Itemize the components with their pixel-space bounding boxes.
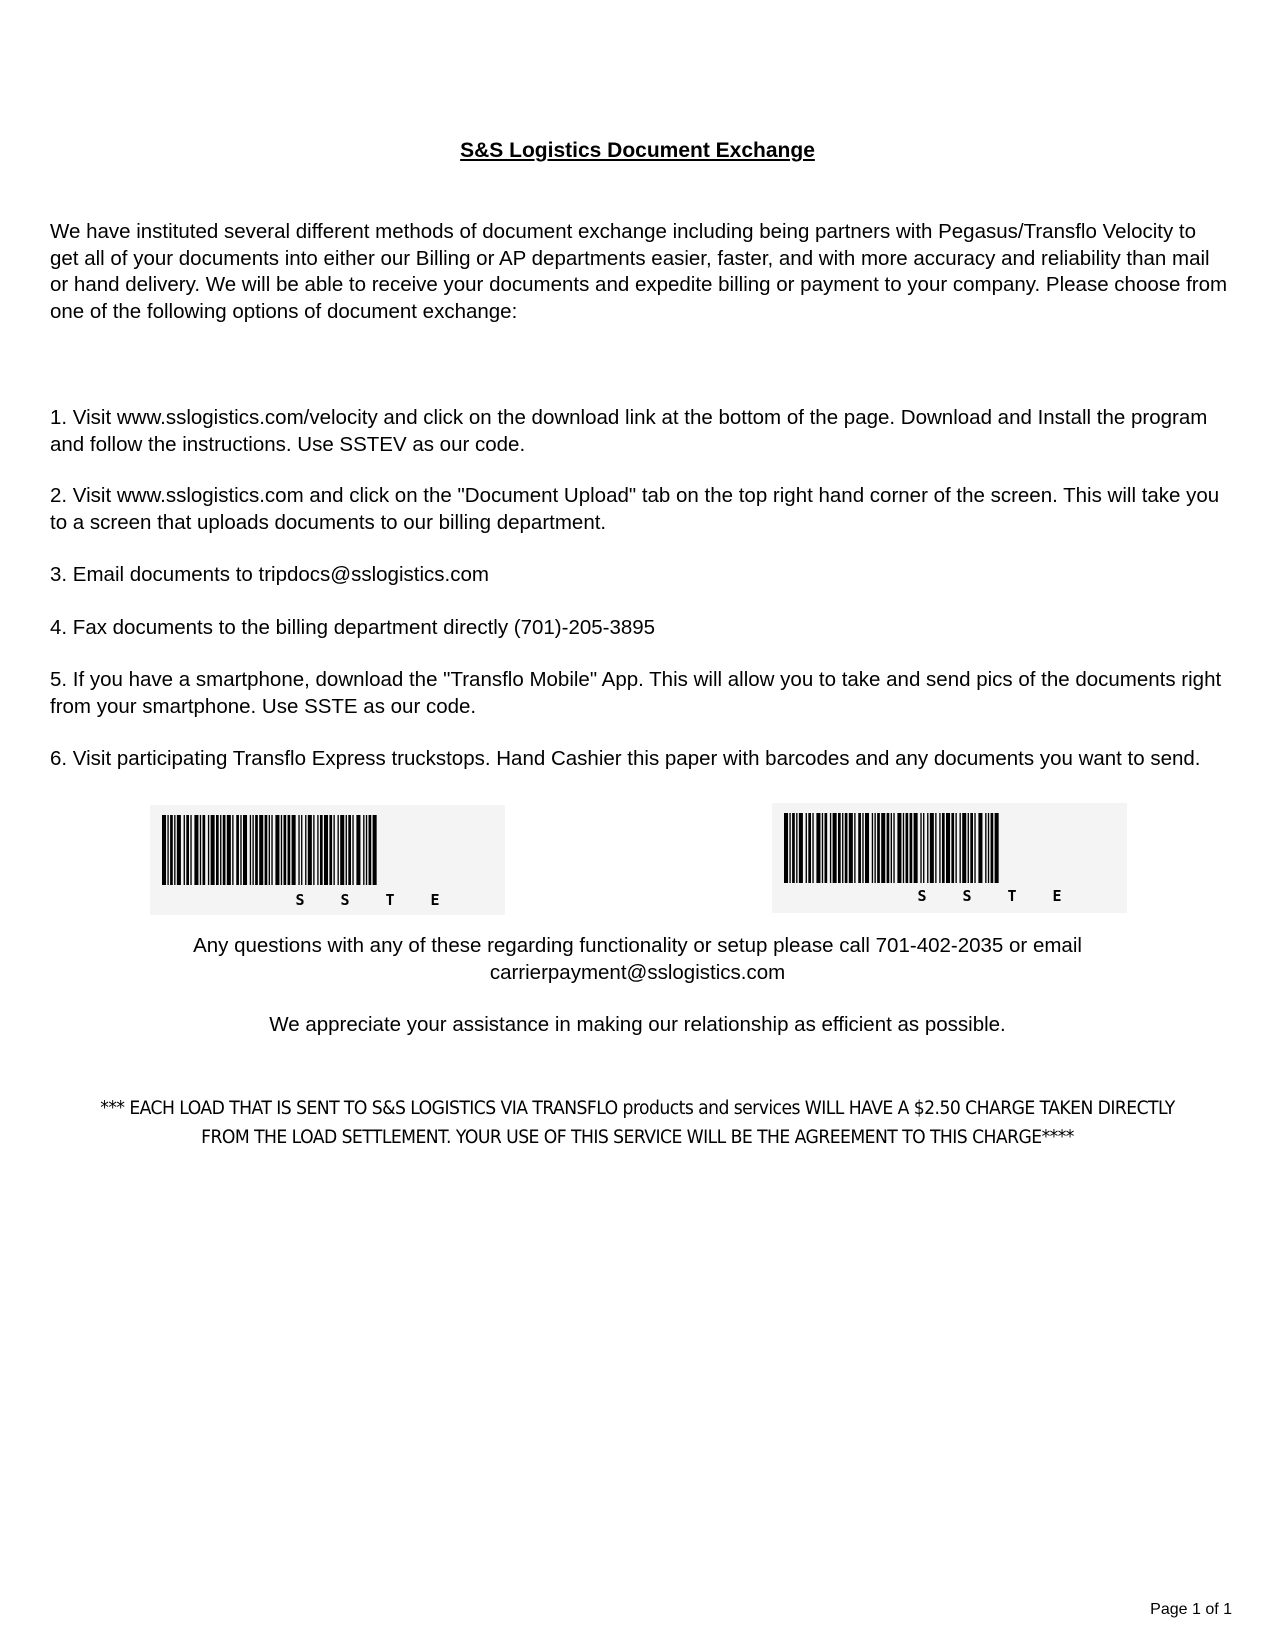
barcode-bar bbox=[833, 813, 837, 883]
barcode-bar bbox=[211, 815, 215, 885]
barcode-bar bbox=[333, 815, 334, 885]
page-number: Page 1 of 1 bbox=[1150, 1601, 1232, 1618]
appreciation-note: We appreciate your assistance in making our relationship as efficient as possible. bbox=[269, 1013, 1006, 1036]
option-4-fax: 4. Fax documents to the billing department directly (701)-205-3895 bbox=[50, 616, 656, 639]
barcode-bar bbox=[236, 815, 239, 885]
barcode-bar bbox=[216, 815, 219, 885]
barcode-right-letter-2: S bbox=[962, 887, 972, 905]
barcode-bar bbox=[862, 813, 863, 883]
barcode-bar bbox=[313, 815, 314, 885]
barcode-bar bbox=[232, 815, 233, 885]
barcode-bar bbox=[789, 813, 790, 883]
barcode-bar bbox=[190, 815, 191, 885]
barcode-bar bbox=[369, 815, 372, 885]
barcode-bar bbox=[812, 813, 813, 883]
barcode-bar bbox=[923, 813, 924, 883]
barcode-bar bbox=[265, 815, 268, 885]
transflo-charge-notice: *** EACH LOAD THAT IS SENT TO S&S LOGISTICS VIA TRANSFLO products and services WILL HAVE A $2.50 CHARGE TAKEN DIRECTLY FROM THE LOAD SETTLEMENT. YOUR USE OF THIS SERVICE WILL BE THE AGREEMENT TO THIS CHARGE**** bbox=[100, 1098, 1175, 1148]
document-title: S&S Logistics Document Exchange bbox=[460, 139, 815, 162]
barcode-bar bbox=[872, 813, 873, 883]
barcode-bar bbox=[271, 815, 272, 885]
barcode-bar bbox=[223, 815, 226, 885]
barcode-bar bbox=[352, 815, 353, 885]
barcode-bar bbox=[170, 815, 173, 885]
barcode-bar bbox=[194, 815, 198, 885]
barcode-left-letter-3: T bbox=[385, 891, 395, 909]
option-1-velocity: 1. Visit www.sslogistics.com/velocity and click on the download link at the bottom of the page. Download and Install the program and follow the instructions. Use SSTEV as our code. bbox=[50, 406, 1208, 456]
option-2-document-upload: 2. Visit www.sslogistics.com and click on the "Document Upload" tab on the top right hand corner of the screen. This will take you to a screen that uploads documents to our billing department. bbox=[50, 484, 1220, 534]
barcode-bar bbox=[288, 815, 291, 885]
barcode-right-letter-3: T bbox=[1007, 887, 1017, 905]
barcode-bar bbox=[849, 813, 853, 883]
barcode-bar bbox=[985, 813, 986, 883]
barcode-bar bbox=[816, 813, 820, 883]
barcode-bar bbox=[346, 815, 347, 885]
barcode-bar bbox=[903, 813, 904, 883]
barcode-bar bbox=[174, 815, 175, 885]
barcode-bar bbox=[356, 815, 360, 885]
barcode-bar bbox=[792, 813, 795, 883]
barcode-bar bbox=[338, 815, 339, 885]
barcode-bar bbox=[822, 813, 823, 883]
barcode-bar bbox=[951, 813, 954, 883]
barcode-bar bbox=[968, 813, 969, 883]
barcode-bar bbox=[308, 815, 312, 885]
barcode-right bbox=[772, 803, 1127, 913]
barcode-bar bbox=[893, 813, 894, 883]
barcode-bar bbox=[960, 813, 961, 883]
barcode-bar bbox=[284, 815, 287, 885]
barcode-bar bbox=[991, 813, 994, 883]
barcode-bar bbox=[845, 813, 848, 883]
barcode-bar bbox=[301, 815, 302, 885]
barcode-bar bbox=[167, 815, 168, 885]
barcode-bar bbox=[366, 815, 367, 885]
barcode-bar bbox=[324, 815, 328, 885]
barcode-bar bbox=[930, 813, 934, 883]
intro-paragraph: We have instituted several different methods of document exchange including being partners with Pegasus/Transflo Velocity to get all of your documents into either our Billing or AP departments easier, faster, and with more accuracy and reliability than mail or hand delivery. We will be able to receive your documents and expedite billing or payment to your company. Please choose from one of the following options of document exchange: bbox=[50, 220, 1228, 323]
barcode-bar bbox=[799, 813, 803, 883]
barcode-bar bbox=[186, 815, 189, 885]
barcode-bar bbox=[842, 813, 843, 883]
barcode-bar bbox=[162, 815, 166, 885]
barcode-bar bbox=[305, 815, 306, 885]
barcode-bar bbox=[250, 815, 251, 885]
barcode-bar bbox=[978, 813, 982, 883]
barcode-bar bbox=[363, 815, 364, 885]
barcode-bar bbox=[881, 813, 885, 883]
barcode-left-letter-2: S bbox=[340, 891, 350, 909]
barcode-bar bbox=[830, 813, 831, 883]
barcode-bar bbox=[784, 813, 788, 883]
option-6-truckstops: 6. Visit participating Transflo Express truckstops. Hand Cashier this paper with barcodes and any documents you want to send. bbox=[50, 747, 1201, 770]
barcode-bar bbox=[887, 813, 890, 883]
barcode-left-graphic bbox=[150, 805, 505, 915]
contact-phone-line: Any questions with any of these regarding functionality or setup please call 701-402-2035 or email bbox=[193, 934, 1082, 957]
barcode-bar bbox=[348, 815, 351, 885]
barcode-bar bbox=[203, 815, 206, 885]
barcode-bar bbox=[995, 813, 999, 883]
barcode-bar bbox=[874, 813, 875, 883]
barcode-bar bbox=[865, 813, 869, 883]
option-5-mobile-app: 5. If you have a smartphone, download the "Transflo Mobile" App. This will allow you to take and send pics of the documents right from your smartphone. Use SSTE as our code. bbox=[50, 668, 1222, 718]
barcode-bar bbox=[838, 813, 841, 883]
barcode-bar bbox=[914, 813, 918, 883]
barcode-bar bbox=[373, 815, 377, 885]
barcode-bar bbox=[281, 815, 282, 885]
barcode-bar bbox=[259, 815, 263, 885]
barcode-bar bbox=[942, 813, 945, 883]
barcode-bar bbox=[329, 815, 332, 885]
barcode-bar bbox=[340, 815, 344, 885]
barcode-right-letter-4: E bbox=[1052, 887, 1062, 905]
barcode-bar bbox=[939, 813, 940, 883]
barcode-bar bbox=[269, 815, 270, 885]
barcode-bar bbox=[240, 815, 241, 885]
barcode-bar bbox=[177, 815, 181, 885]
barcode-right-letter-1: S bbox=[917, 887, 927, 905]
barcode-bar bbox=[877, 813, 880, 883]
barcode-bar bbox=[825, 813, 828, 883]
barcode-bar bbox=[208, 815, 209, 885]
barcode-bar bbox=[255, 815, 258, 885]
barcode-bar bbox=[227, 815, 231, 885]
barcode-bar bbox=[298, 815, 299, 885]
barcode-bar bbox=[292, 815, 296, 885]
barcode-bar bbox=[806, 813, 807, 883]
barcode-bar bbox=[910, 813, 913, 883]
barcode-bar bbox=[962, 813, 966, 883]
barcode-bar bbox=[988, 813, 989, 883]
barcode-bar bbox=[955, 813, 956, 883]
barcode-left-letter-4: E bbox=[430, 891, 440, 909]
barcode-bar bbox=[275, 815, 279, 885]
barcode-bar bbox=[252, 815, 253, 885]
barcode-bar bbox=[317, 815, 318, 885]
barcode-bar bbox=[243, 815, 247, 885]
barcode-bar bbox=[935, 813, 936, 883]
barcode-bar bbox=[891, 813, 892, 883]
barcode-bar bbox=[927, 813, 928, 883]
barcode-bar bbox=[946, 813, 950, 883]
barcode-bar bbox=[220, 815, 221, 885]
barcode-left bbox=[150, 805, 505, 915]
barcode-bar bbox=[184, 815, 185, 885]
contact-info bbox=[0, 933, 1275, 986]
barcode-right-graphic bbox=[772, 803, 1127, 913]
barcode-bar bbox=[974, 813, 975, 883]
barcode-bar bbox=[897, 813, 901, 883]
contact-email: carrierpayment@sslogistics.com bbox=[489, 960, 786, 984]
barcode-bar bbox=[854, 813, 855, 883]
barcode-bar bbox=[858, 813, 861, 883]
barcode-bar bbox=[920, 813, 921, 883]
barcode-bar bbox=[796, 813, 797, 883]
barcode-bar bbox=[320, 815, 323, 885]
barcode-bar bbox=[906, 813, 909, 883]
barcode-bar bbox=[970, 813, 973, 883]
barcode-left-letter-1: S bbox=[295, 891, 305, 909]
option-3-email: 3. Email documents to tripdocs@sslogistics.com bbox=[50, 563, 489, 586]
barcode-bar bbox=[200, 815, 201, 885]
barcode-bar bbox=[808, 813, 811, 883]
